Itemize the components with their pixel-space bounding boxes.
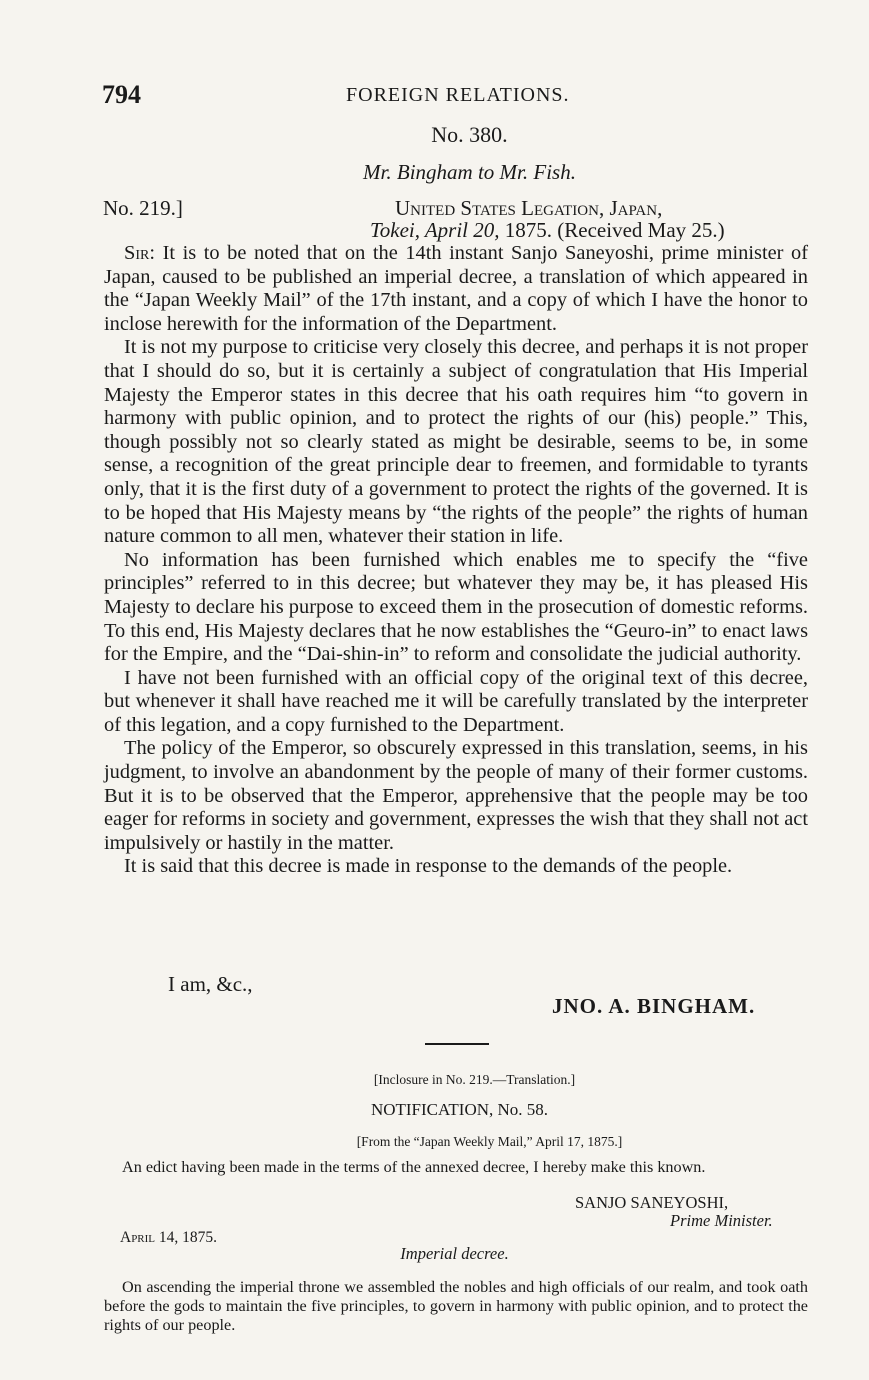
paragraph-2: It is not my purpose to criticise very closely this decree, and perhaps it is not proper that I should do so, but it is certainly a subject of congratulation that His Imperial Majesty the Emperor states in this decree that his oath requires him “to govern in harmony with public opinion, and to protect the rights of our (his) people.” This, though possibly not so clearly stated as might be desirable, seems to be, in some sense, a recognition of the great principle dear to freemen, and formidable to tyrants only, that it is the first duty of a government to protect the rights of the governed. It is to be hoped that His Majesty means by “the rights of the people” the rights of human nature common to all men, whatever their station in life. — [104, 336, 808, 548]
signer-name: SANJO SANEYOSHI, — [575, 1193, 729, 1212]
paragraph-5: The policy of the Emperor, so obscurely expressed in this translation, seems, in his judgment, to involve an abandonment by the people of many of their former customs. But it is to be observed that the Emperor, apprehensive that the people may be too eager for reforms in society and government, expresses the wish that they shall not act impulsively or hastily in the matter. — [104, 737, 808, 854]
decree-title: Imperial decree. — [400, 1244, 509, 1263]
closing: I am, &c., — [168, 972, 253, 996]
edict-text: An edict having been made in the terms of the annexed decree, I hereby make this known. — [122, 1158, 706, 1176]
page-number: 794 — [102, 80, 141, 109]
place-date: Tokei, April 20, — [370, 218, 500, 242]
document-number: No. 380. — [431, 122, 508, 147]
inclosure-label: [Inclosure in No. 219.—Translation.] — [373, 1072, 576, 1087]
received-date: (Received May 25.) — [557, 218, 725, 242]
paragraph-4: I have not been furnished with an official copy of the original text of this decree, but whenever it shall have reached me it will be carefully translated by the interpreter of this legation, and a copy furnished to the Department. — [104, 666, 808, 736]
signer-title: Prime Minister. — [670, 1211, 773, 1230]
source-note: [From the “Japan Weekly Mail,” April 17, 1875.] — [356, 1134, 623, 1149]
dateline — [370, 218, 725, 243]
running-title: FOREIGN RELATIONS. — [346, 84, 570, 106]
paragraph-3: No information has been furnished which enables me to specify the “five principles” referred to in this decree; but whatever they may be, it has pleased His Majesty to declare his purpose to exceed them in the prosecution of domestic reforms. To this end, His Majesty declares that he now establishes the “Geuro-in” to enact laws for the Empire, and the “Dai-shin-in” to reform and consolidate the judicial authority. — [104, 548, 808, 666]
decree-text: On ascending the imperial throne we assembled the nobles and high officials of our realm, and took oath before the gods to maintain the five principles, to govern in harmony with public opinion, and to protect the rights of our people. — [104, 1278, 808, 1334]
paragraph-6: It is said that this decree is made in response to the demands of the people. — [124, 855, 733, 878]
edict-date: April 14, 1875. — [120, 1229, 218, 1246]
letter-address: Mr. Bingham to Mr. Fish. — [363, 160, 576, 184]
reference-number: No. 219.] — [103, 196, 183, 220]
letter-body — [104, 242, 808, 879]
paragraph-1-text: It is to be noted that on the 14th instant Sanjo Saneyoshi, prime minister of Japan, caused to be published an imperial decree, a translation of which appeared in the “Japan Weekly Mail” of the 17th instant, and a copy of which I have the honor to inclose herewith for the information of the Department. — [104, 242, 808, 335]
year: 1875. — [504, 218, 553, 242]
signature: JNO. A. BINGHAM. — [552, 994, 756, 1018]
section-divider — [425, 1043, 489, 1045]
salutation: Sir: — [124, 242, 156, 264]
notification-heading: NOTIFICATION, No. 58. — [370, 1100, 549, 1119]
paragraph-1 — [104, 242, 808, 336]
legation-heading: United States Legation, Japan, — [395, 196, 663, 220]
